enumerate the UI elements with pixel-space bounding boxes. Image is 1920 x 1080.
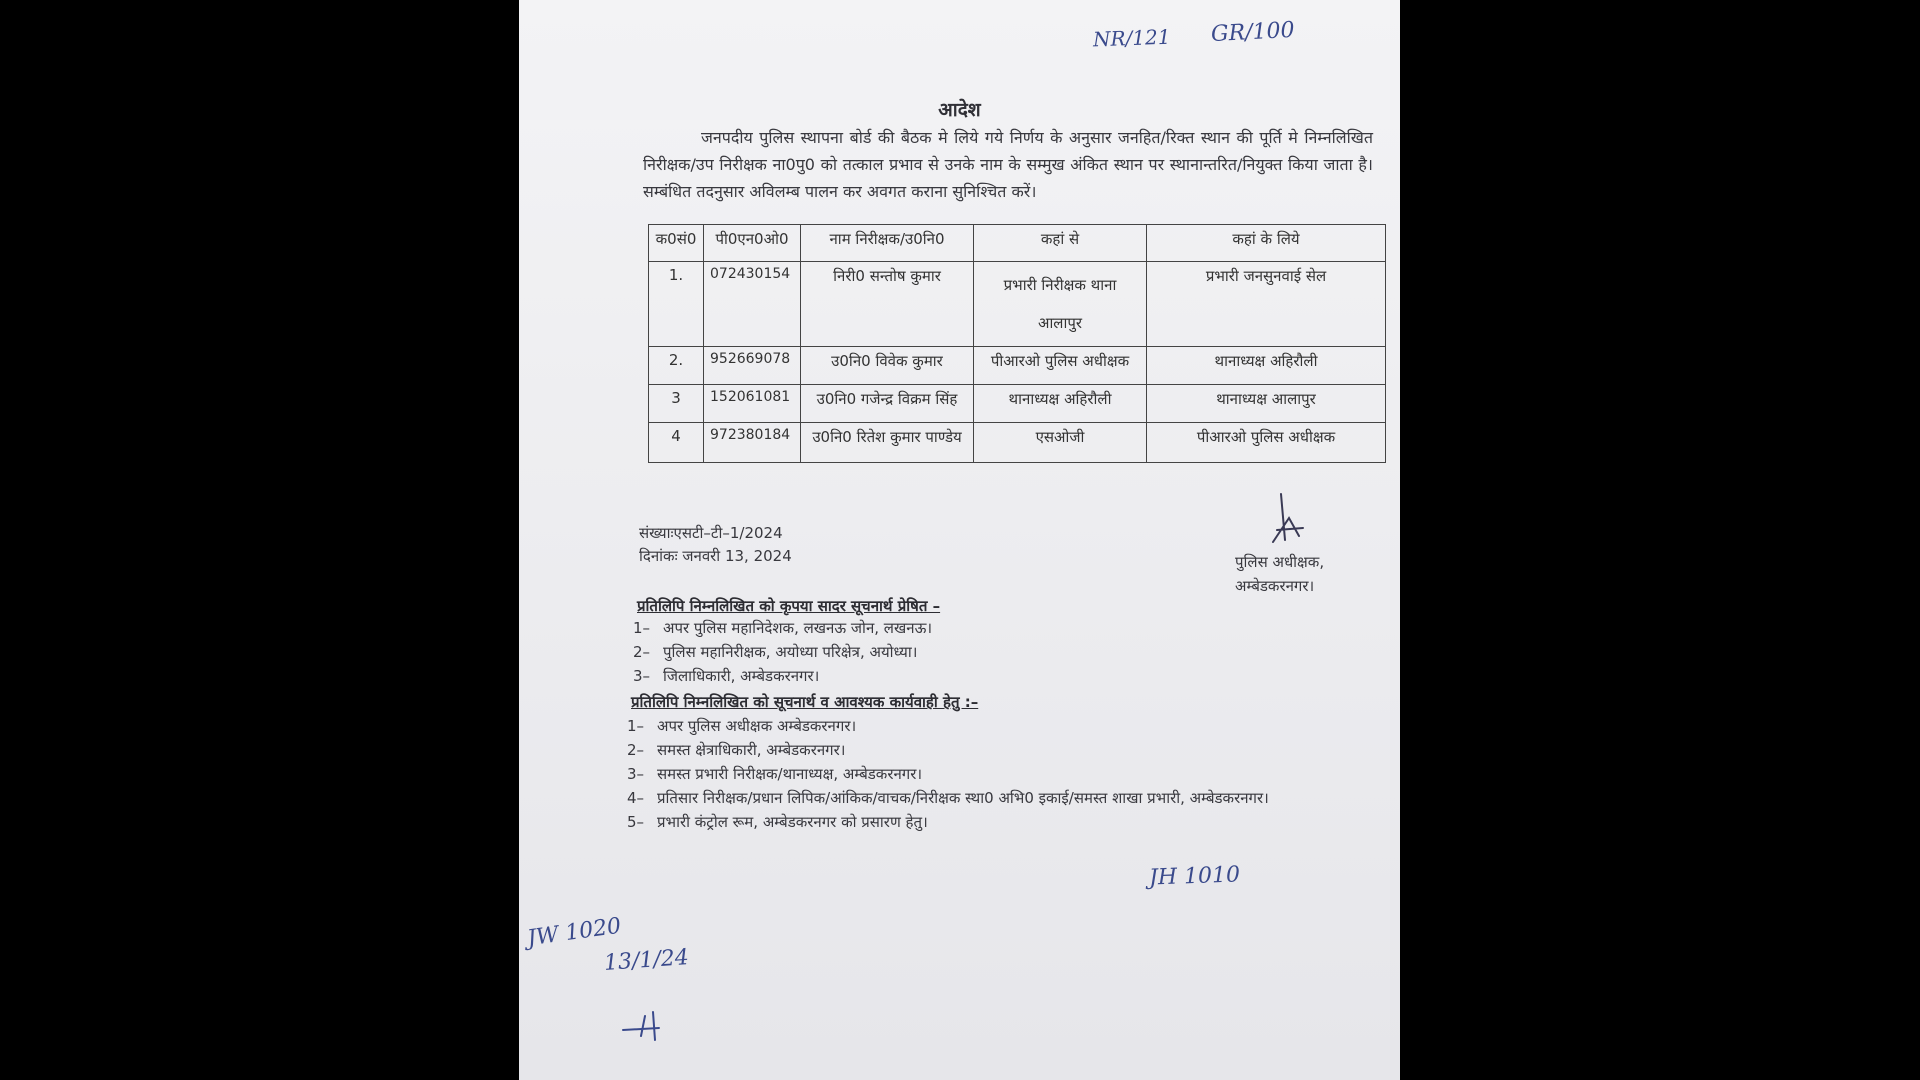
document-title: आदेश xyxy=(938,99,981,121)
cell-name: उ0नि0 रितेश कुमार पाण्डेय xyxy=(801,423,974,463)
signatory-designation: पुलिस अधीक्षक, xyxy=(1235,553,1325,571)
handwritten-note-middle: JH 1010 xyxy=(1148,862,1241,891)
signatory-block xyxy=(1235,550,1324,598)
list-item: 4– प्रतिसार निरीक्षक/प्रधान लिपिक/आंकिक/वाचक/निरीक्षक स्था0 अभि0 इकाई/समस्त शाखा प्रभारी, अम्बेडकरनगर। xyxy=(627,789,1269,807)
table-header-row xyxy=(649,225,1386,262)
handwritten-note-top-left: NR/121 xyxy=(1092,24,1171,52)
cell-pno: 152061081 xyxy=(704,385,801,423)
signature-mark xyxy=(1259,490,1319,554)
initials-mark xyxy=(619,1006,679,1046)
list-item: 3– समस्त प्रभारी निरीक्षक/थानाध्यक्ष, अम्बेडकरनगर। xyxy=(627,765,923,783)
cell-to: थानाध्यक्ष अहिरौली xyxy=(1147,347,1386,385)
cell-from: प्रभारी निरीक्षक थाना आलापुर xyxy=(974,262,1147,347)
cell-serial: 1. xyxy=(649,262,704,347)
cell-pno: 952669078 xyxy=(704,347,801,385)
table-row xyxy=(649,385,1386,423)
list-item: 2– पुलिस महानिरीक्षक, अयोध्या परिक्षेत्र, अयोध्या। xyxy=(633,643,918,661)
list-item: 1– अपर पुलिस अधीक्षक अम्बेडकरनगर। xyxy=(627,717,857,735)
list-item: 3– जिलाधिकारी, अम्बेडकरनगर। xyxy=(633,667,820,685)
column-header-name: नाम निरीक्षक/उ0नि0 xyxy=(801,225,974,262)
reference-number: संख्याःएसटी–टी–1/2024 xyxy=(639,524,783,542)
handwritten-note-bottom: JW 1020 xyxy=(525,913,623,952)
cell-pno: 972380184 xyxy=(704,423,801,463)
list-item: 1– अपर पुलिस महानिदेशक, लखनऊ जोन, लखनऊ। xyxy=(633,619,933,637)
cell-serial: 3 xyxy=(649,385,704,423)
cell-to: पीआरओ पुलिस अधीक्षक xyxy=(1147,423,1386,463)
cell-from: पीआरओ पुलिस अधीक्षक xyxy=(974,347,1147,385)
column-header-from: कहां से xyxy=(974,225,1147,262)
table-row xyxy=(649,262,1386,347)
transfer-table xyxy=(648,224,1386,463)
table-row xyxy=(649,423,1386,463)
cell-name: उ0नि0 गजेन्द्र विक्रम सिंह xyxy=(801,385,974,423)
cell-to: थानाध्यक्ष आलापुर xyxy=(1147,385,1386,423)
handwritten-date-bottom: 13/1/24 xyxy=(603,945,690,976)
cell-pno: 072430154 xyxy=(704,262,801,347)
issue-date: दिनांकः जनवरी 13, 2024 xyxy=(639,547,792,565)
cell-name: उ0नि0 विवेक कुमार xyxy=(801,347,974,385)
copy-heading-information: प्रतिलिपि निम्नलिखित को कृपया सादर सूचनार्थ प्रेषित – xyxy=(637,597,941,615)
column-header-serial: क0सं0 xyxy=(649,225,704,262)
copy-list-information xyxy=(633,616,1333,688)
handwritten-note-top-right: GR/100 xyxy=(1210,17,1296,48)
column-header-to: कहां के लिये xyxy=(1147,225,1386,262)
list-item: 2– समस्त क्षेत्राधिकारी, अम्बेडकरनगर। xyxy=(627,741,846,759)
column-header-pno: पी0एन0ओ0 xyxy=(704,225,801,262)
cell-to: प्रभारी जनसुनवाई सेल xyxy=(1147,262,1386,347)
cell-from: एसओजी xyxy=(974,423,1147,463)
copy-list-action xyxy=(627,714,1327,834)
table-row xyxy=(649,347,1386,385)
copy-heading-action: प्रतिलिपि निम्नलिखित को सूचनार्थ व आवश्यक कार्यवाही हेतु :– xyxy=(631,693,979,711)
cell-serial: 4 xyxy=(649,423,704,463)
document-page xyxy=(519,0,1400,1080)
list-item: 5– प्रभारी कंट्रोल रूम, अम्बेडकरनगर को प्रसारण हेतु। xyxy=(627,813,928,831)
cell-serial: 2. xyxy=(649,347,704,385)
order-paragraph: जनपदीय पुलिस स्थापना बोर्ड की बैठक मे लिये गये निर्णय के अनुसार जनहित/रिक्त स्थान की पूर्ति मे निम्नलिखित निरीक्षक/उप निरीक्षक ना0पु0 को तत्काल प्रभाव से उनके नाम के सम्मुख अंकित स्थान पर स्थानान्तरित/नियुक्त किया जाता है। सम्बंधित तदनुसार अविलम्ब पालन कर अवगत कराना सुनिश्चित करें। xyxy=(643,128,1373,201)
cell-from: थानाध्यक्ष अहिरौली xyxy=(974,385,1147,423)
signatory-location: अम्बेडकरनगर। xyxy=(1235,577,1315,595)
cell-name: निरी0 सन्तोष कुमार xyxy=(801,262,974,347)
